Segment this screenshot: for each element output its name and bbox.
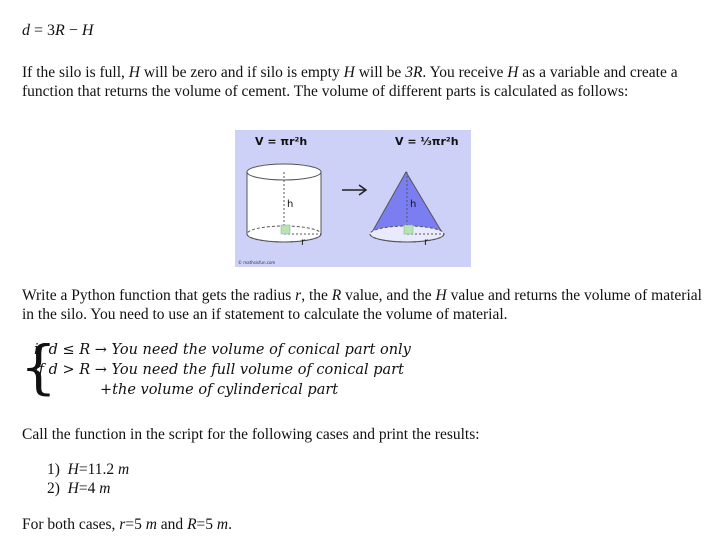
- text: as a variable and create a function that returns the volume of cement. The volume of different parts is calculated as follows:: [22, 64, 678, 100]
- text: If the silo is full,: [22, 64, 129, 81]
- list-value: =11.2: [78, 461, 119, 478]
- text: =5: [196, 516, 217, 533]
- case-line-2: if d > R → You need the full volume of conical part: [34, 362, 404, 378]
- text: and: [156, 516, 188, 533]
- case-line-3: +the volume of cylinderical part: [100, 382, 339, 398]
- var-H: H: [128, 64, 140, 81]
- volume-figure: [235, 130, 471, 267]
- cone-formula: V = ⅓πr²h: [395, 135, 459, 148]
- text: , the: [301, 287, 332, 304]
- var-R: R: [187, 516, 197, 533]
- unit: m: [118, 461, 130, 478]
- list-item: [47, 460, 129, 479]
- text: will be zero and if silo is empty: [139, 64, 344, 81]
- eq-H: H: [81, 22, 94, 39]
- call-paragraph: Call the function in the script for the following cases and print the results:: [22, 426, 480, 443]
- text: will be: [354, 64, 406, 81]
- var-H: H: [67, 461, 79, 478]
- cylinder-r-label: r: [301, 237, 306, 248]
- left-brace: {: [20, 333, 57, 401]
- var-r: r: [119, 516, 126, 533]
- case-line-1: if d ≤ R → You need the volume of conical part only: [34, 342, 411, 358]
- text: value and returns the volume of material in the silo. You need to use an if statement to calculate the volume of material.: [22, 287, 702, 323]
- eq-minus: −: [64, 22, 82, 39]
- list-number: 2): [47, 480, 60, 497]
- intro-paragraph: [22, 63, 702, 101]
- eq-R: R: [55, 22, 65, 39]
- figure-credit: © mathsisfun.com: [238, 260, 276, 265]
- var-H: H: [67, 480, 79, 497]
- top-equation: [22, 22, 93, 40]
- cone-h-label: h: [410, 199, 417, 210]
- cylinder-shape: [247, 164, 321, 242]
- unit: m: [99, 480, 111, 497]
- var-H: H: [343, 64, 355, 81]
- text: For both cases,: [22, 516, 120, 533]
- shapes-illustration: [235, 130, 471, 267]
- cases-list: [47, 460, 129, 498]
- list-item: [47, 479, 129, 498]
- text: .: [228, 516, 232, 533]
- text: Write a Python function that gets the radius: [22, 287, 296, 304]
- unit: m: [145, 516, 157, 533]
- both-cases-paragraph: [22, 515, 702, 534]
- text: . You receive: [422, 64, 508, 81]
- var-H: H: [435, 287, 447, 304]
- eq-d: d: [22, 22, 30, 39]
- list-number: 1): [47, 461, 60, 478]
- cylinder-h-label: h: [287, 199, 294, 210]
- cone-r-label: r: [424, 237, 429, 248]
- eq-equals-three: = 3: [30, 22, 56, 39]
- list-value: =4: [78, 480, 100, 497]
- unit: m: [216, 516, 229, 533]
- cylinder-formula: V = πr²h: [255, 135, 308, 148]
- var-3R: 3R: [405, 64, 423, 81]
- task-paragraph: [22, 286, 702, 324]
- var-H: H: [507, 64, 519, 81]
- var-r: r: [295, 287, 302, 304]
- text: =5: [125, 516, 146, 533]
- arrow-icon: [342, 185, 366, 195]
- var-R: R: [331, 287, 342, 304]
- piecewise-cases: [20, 333, 482, 404]
- cone-shape: [370, 172, 444, 242]
- text: value, and the: [341, 287, 436, 304]
